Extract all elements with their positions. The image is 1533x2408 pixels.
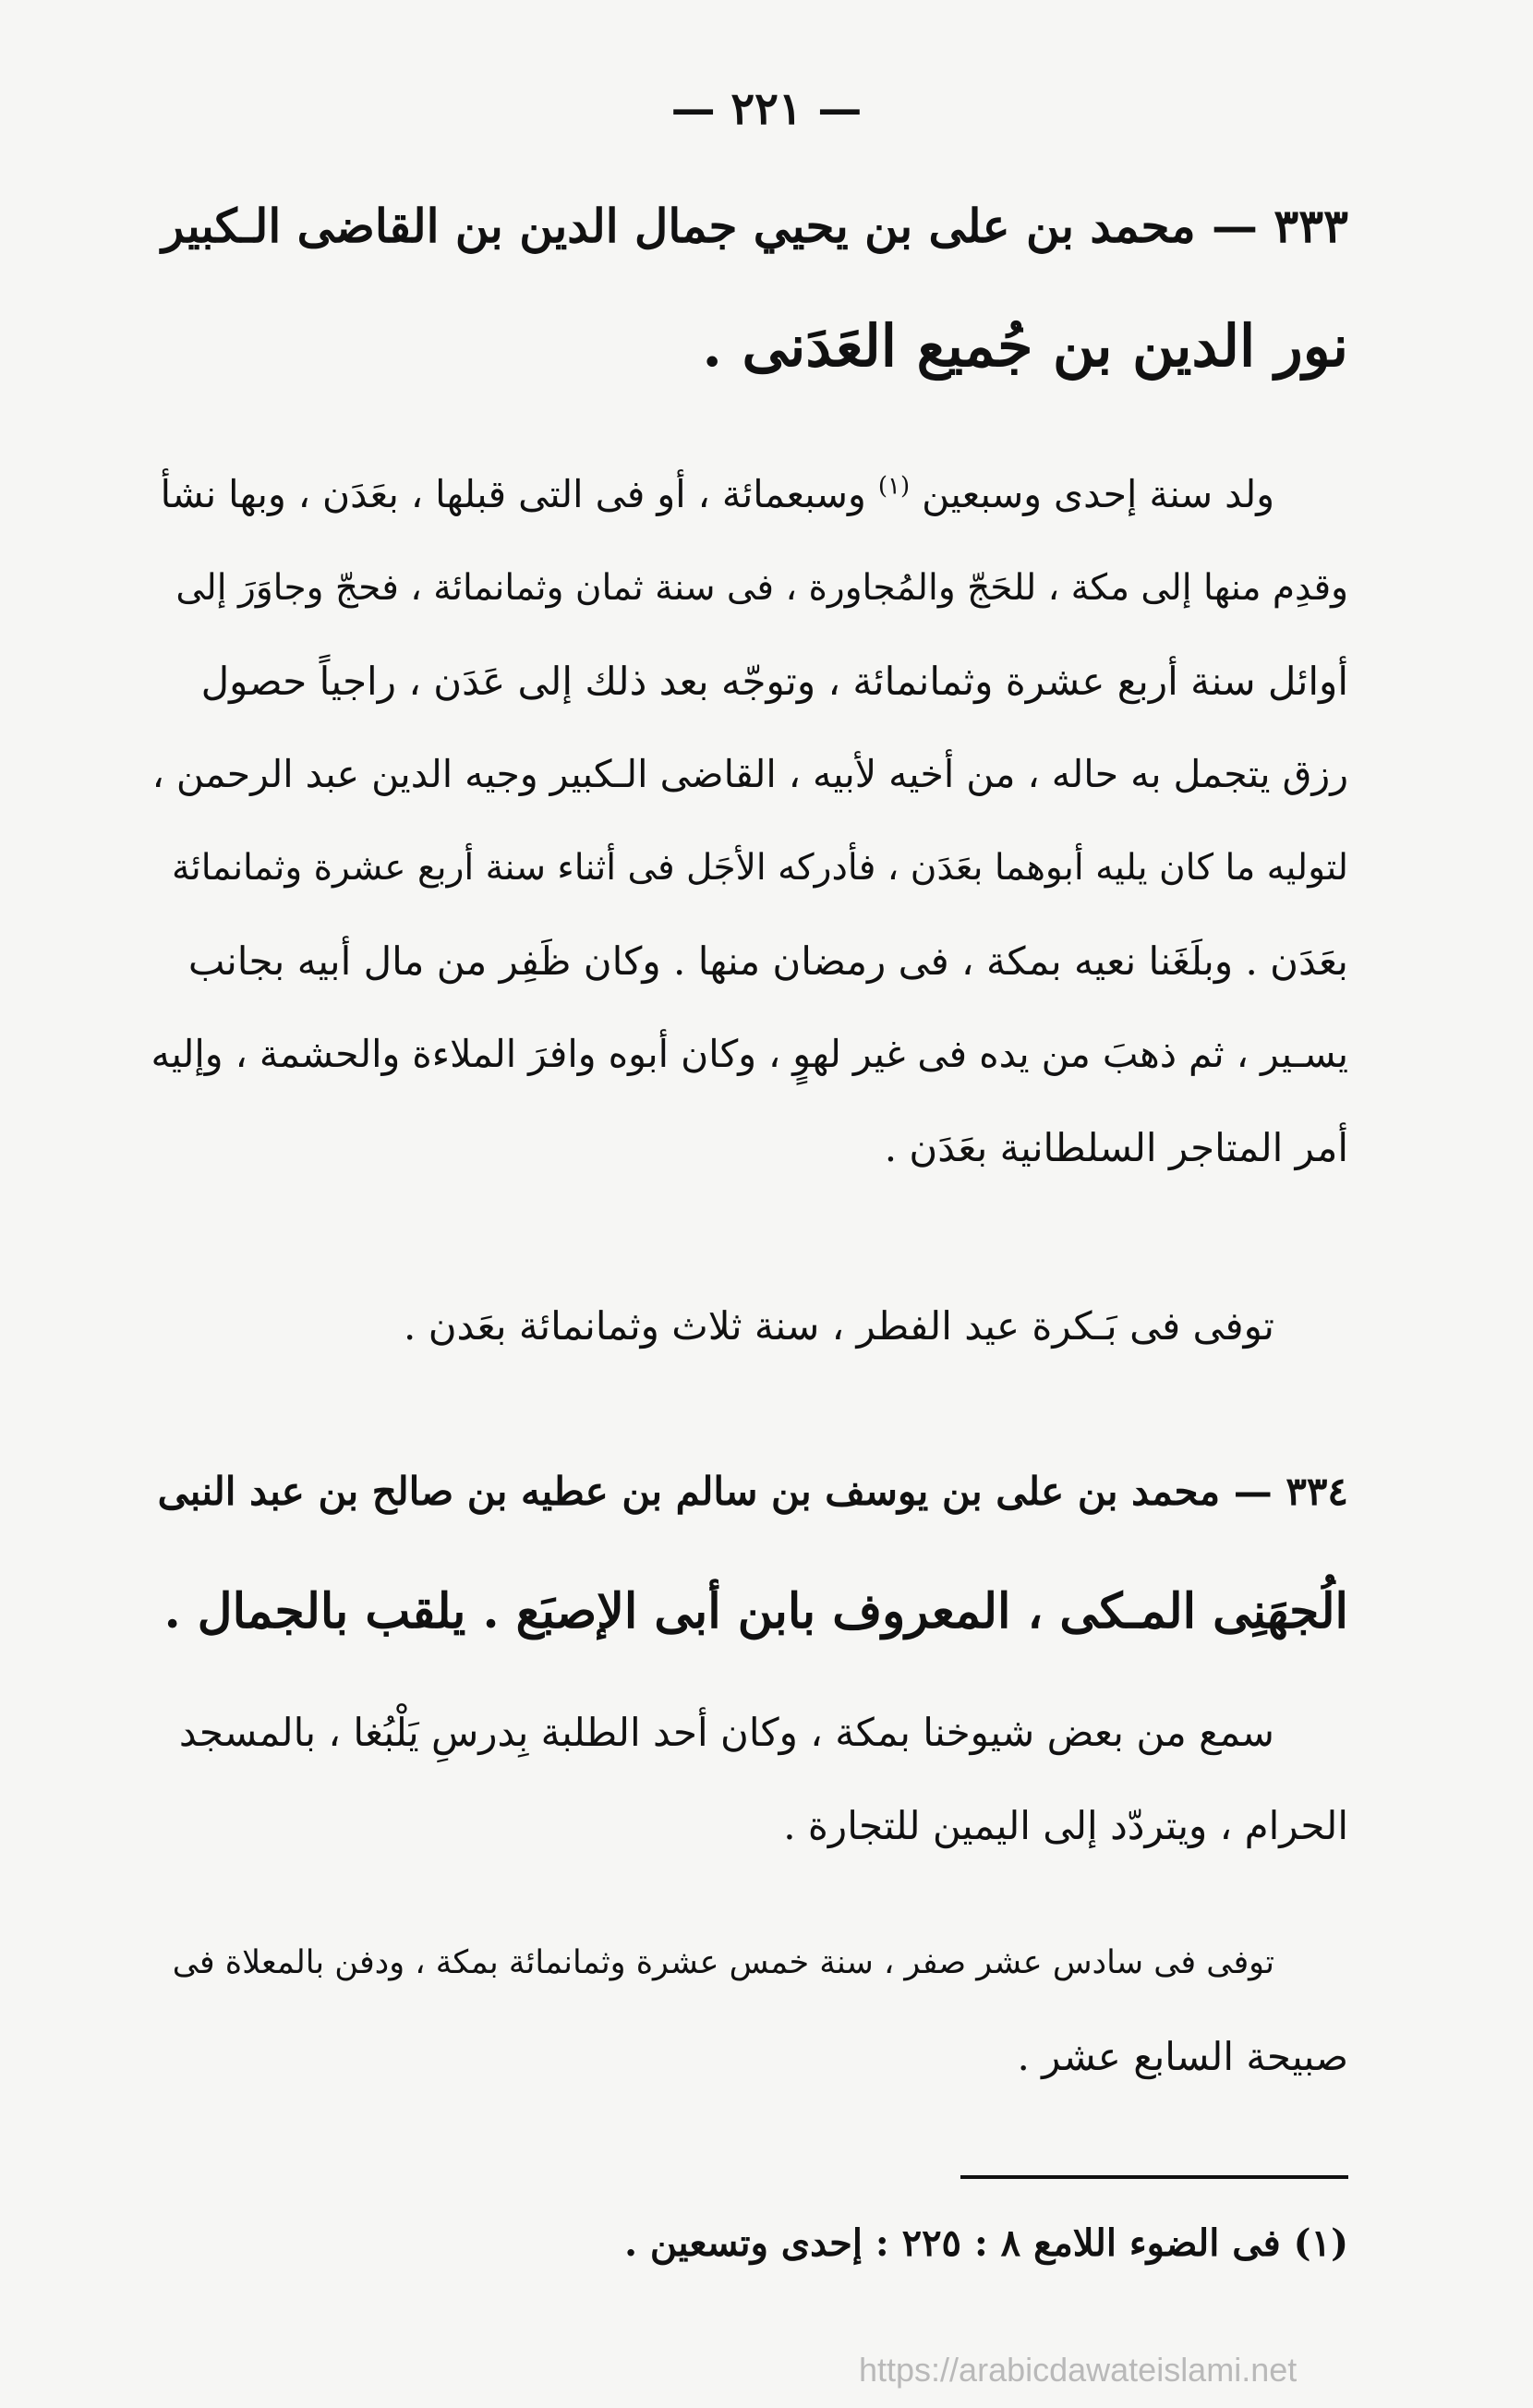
paragraph-line: توفى فى سادس عشر صفر ، سنة خمس عشرة وثمانمائة بمكة ، ودفن بالمعلاة فى bbox=[172, 1944, 1274, 1981]
paragraph-line: أمر المتاجر السلطانية بعَدَن . bbox=[884, 1125, 1348, 1170]
page-number: — ٢٢١ — bbox=[670, 83, 863, 135]
heading-line: ٣٣٤ — محمد بن على بن يوسف بن سالم بن عطيه بن صالح بن عبد النبى bbox=[157, 1469, 1348, 1514]
paragraph-line: يسـير ، ثم ذهبَ من يده فى غير لهوٍ ، وكان أبوه وافرَ الملاءة والحشمة ، وإليه bbox=[151, 1032, 1348, 1076]
heading-line: ٣٣٣ — محمد بن على بن يحيي جمال الدين بن القاضى الـكبير bbox=[162, 199, 1348, 253]
heading-line: الُجهَنِى المـكى ، المعروف بابن أبى الإصبَع . يلقب بالجمال . bbox=[163, 1583, 1348, 1640]
paragraph-line: بعَدَن . وبلَغَنا نعيه بمكة ، فى رمضان منها . وكان ظَفِر من مال أبيه بجانب bbox=[187, 938, 1348, 984]
entry-333-biography-paragraph bbox=[148, 448, 1348, 1194]
entry-334-biography-paragraph bbox=[148, 1686, 1348, 1872]
paragraph-line: الحرام ، ويتردّد إلى اليمين للتجارة . bbox=[783, 1803, 1348, 1848]
paragraph-line: توفى فى بَـكرة عيد الفطر ، سنة ثلاث وثمانمائة بعَدن . bbox=[404, 1303, 1274, 1349]
paragraph-line: لتوليه ما كان يليه أبوهما بعَدَن ، فأدركه الأجَل فى أثناء سنة أربع عشرة وثمانمائة bbox=[172, 847, 1348, 889]
entry-334-death-paragraph bbox=[148, 1917, 1348, 2103]
paragraph-line: سمع من بعض شيوخنا بمكة ، وكان أحد الطلبة بِدرسِ يَلْبُغا ، بالمسجد bbox=[178, 1710, 1274, 1755]
watermark-url: https://arabicdawateislami.net bbox=[859, 2351, 1298, 2389]
paragraph-line: وقدِم منها إلى مكة ، للحَجّ والمُجاورة ، فى سنة ثمان وثمانمائة ، فحجّ وجاوَرَ إلى bbox=[175, 567, 1348, 609]
entry-heading-333 bbox=[148, 166, 1348, 406]
paragraph-line bbox=[148, 448, 1348, 541]
line-text: وسبعمائة ، أو فى التى قبلها ، بعَدَن ، وبها نشأ bbox=[160, 472, 878, 516]
entry-heading-334 bbox=[148, 1432, 1348, 1672]
heading-line: نور الدين بن جُميع العَدَنى . bbox=[702, 312, 1348, 380]
footnote: (١) فى الضوء اللامع ٨ : ٢٢٥ : إحدى وتسعين . bbox=[624, 2221, 1348, 2265]
entry-333-death-paragraph bbox=[148, 1279, 1348, 1373]
footnote-reference: (١) bbox=[877, 472, 911, 501]
line-text: ولد سنة إحدى وسبعين bbox=[922, 472, 1274, 516]
paragraph-line: صبيحة السابع عشر . bbox=[1017, 2034, 1348, 2079]
paragraph-line: رزق يتجمل به حاله ، من أخيه لأبيه ، القاضى الـكبير وجيه الدين عبد الرحمن ، bbox=[151, 752, 1348, 796]
paragraph-line: أوائل سنة أربع عشرة وثمانمائة ، وتوجّه بعد ذلك إلى عَدَن ، راجياً حصول bbox=[200, 659, 1348, 704]
footnote-divider bbox=[960, 2175, 1348, 2179]
